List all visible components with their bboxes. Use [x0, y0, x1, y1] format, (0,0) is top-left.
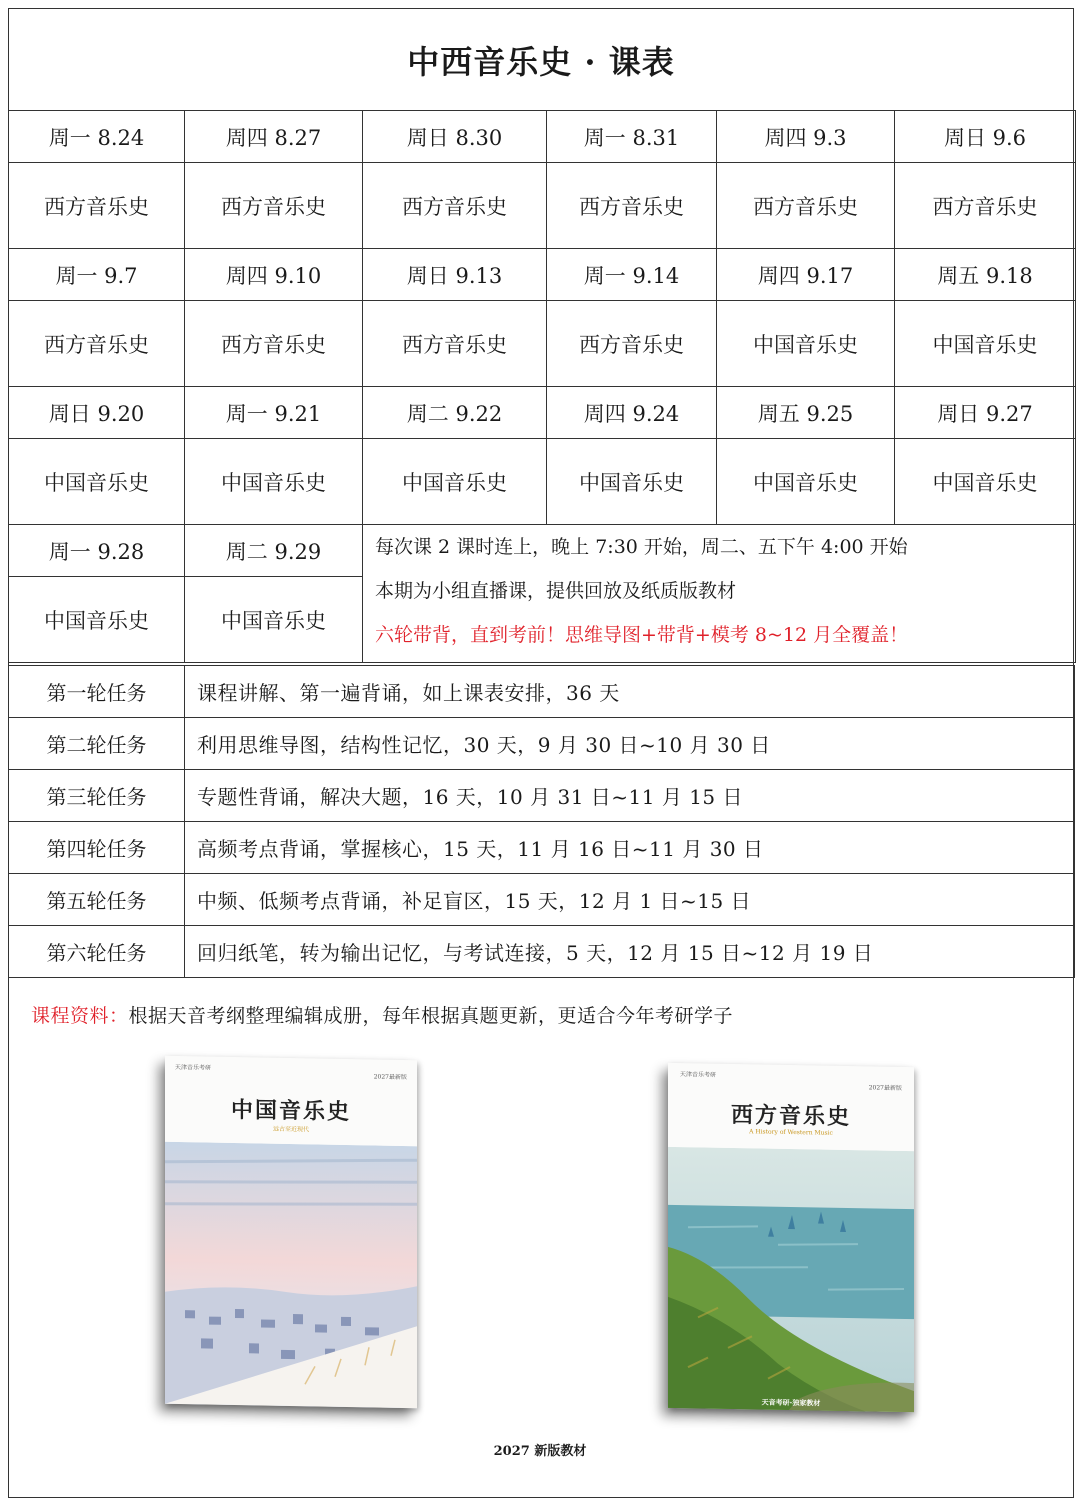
date-cell: 周五 9.18	[895, 249, 1076, 301]
subject-cell: 西方音乐史	[363, 163, 547, 249]
date-cell: 周二 9.29	[185, 525, 363, 577]
snowy-village-painting	[165, 1142, 417, 1408]
book-publisher: 天津音乐考研	[680, 1071, 717, 1079]
date-cell: 周二 9.22	[363, 387, 547, 439]
task-name: 第四轮任务	[9, 822, 185, 874]
task-name: 第二轮任务	[9, 718, 185, 770]
subject-cell: 西方音乐史	[547, 163, 717, 249]
date-row	[9, 525, 1076, 577]
date-cell: 周四 8.27	[185, 111, 363, 163]
date-cell: 周五 9.25	[717, 387, 895, 439]
date-cell: 周日 8.30	[363, 111, 547, 163]
subject-cell: 中国音乐史	[9, 577, 185, 663]
date-row	[9, 249, 1076, 301]
date-cell: 周四 9.3	[717, 111, 895, 163]
task-desc: 利用思维导图，结构性记忆，30 天，9 月 30 日~10 月 30 日	[185, 718, 1075, 770]
task-row	[9, 822, 1075, 874]
book-edition: 2027最新版	[373, 1073, 407, 1082]
date-cell: 周一 9.14	[547, 249, 717, 301]
book-title: 中国音乐史	[230, 1096, 351, 1126]
page-title: 中西音乐史 · 课表	[9, 9, 1073, 111]
book-subtitle: A History of Western Music	[749, 1128, 833, 1137]
task-name: 第三轮任务	[9, 770, 185, 822]
date-cell: 周日 9.27	[895, 387, 1076, 439]
subject-cell: 中国音乐史	[895, 439, 1076, 525]
date-cell: 周一 9.21	[185, 387, 363, 439]
book-cover-western-music-history	[668, 1063, 914, 1412]
subject-cell: 西方音乐史	[185, 301, 363, 387]
subject-row	[9, 301, 1076, 387]
date-cell: 周日 9.6	[895, 111, 1076, 163]
note-highlight: 六轮带背，直到考前！思维导图+带背+模考 8~12 月全覆盖！	[375, 624, 909, 646]
date-cell: 周一 9.28	[9, 525, 185, 577]
book-publisher: 天津音乐考研	[175, 1063, 212, 1072]
note-line: 本期为小组直播课，提供回放及纸质版教材	[375, 580, 737, 602]
task-row	[9, 718, 1075, 770]
subject-cell: 西方音乐史	[363, 301, 547, 387]
task-row	[9, 770, 1075, 822]
date-cell: 周一 9.7	[9, 249, 185, 301]
subject-cell: 西方音乐史	[185, 163, 363, 249]
date-row	[9, 387, 1076, 439]
task-desc: 课程讲解、第一遍背诵，如上课表安排，36 天	[185, 666, 1075, 718]
subject-cell: 中国音乐史	[547, 439, 717, 525]
subject-cell: 中国音乐史	[717, 439, 895, 525]
materials-label: 课程资料：	[31, 1005, 129, 1027]
subject-cell: 中国音乐史	[185, 439, 363, 525]
task-desc: 中频、低频考点背诵，补足盲区，15 天，12 月 1 日~15 日	[185, 874, 1075, 926]
date-cell: 周日 9.13	[363, 249, 547, 301]
task-row	[9, 666, 1075, 718]
book-footer: 天音考研·独家教材	[761, 1398, 821, 1408]
subject-row	[9, 439, 1076, 525]
subject-cell: 西方音乐史	[9, 163, 185, 249]
subject-cell: 西方音乐史	[547, 301, 717, 387]
task-desc: 回归纸笔，转为输出记忆，与考试连接，5 天，12 月 15 日~12 月 19 日	[185, 926, 1075, 978]
book-subtitle: 远古至近现代	[272, 1125, 309, 1134]
book-title: 西方音乐史	[730, 1101, 851, 1131]
materials-note	[31, 1001, 733, 1028]
subject-cell: 中国音乐史	[895, 301, 1076, 387]
task-desc: 专题性背诵，解决大题，16 天，10 月 31 日~11 月 15 日	[185, 770, 1075, 822]
subject-cell: 西方音乐史	[895, 163, 1076, 249]
date-cell: 周一 8.31	[547, 111, 717, 163]
subject-cell: 中国音乐史	[717, 301, 895, 387]
book-edition: 2027最新版	[868, 1084, 902, 1092]
schedule-notes	[363, 525, 1076, 663]
date-cell: 周四 9.10	[185, 249, 363, 301]
schedule-table	[8, 110, 1076, 663]
task-row	[9, 874, 1075, 926]
date-cell: 周一 8.24	[9, 111, 185, 163]
subject-cell: 西方音乐史	[717, 163, 895, 249]
tasks-table	[8, 665, 1075, 978]
seaside-cliff-painting	[668, 1147, 914, 1412]
book-cover-chinese-music-history	[165, 1056, 417, 1408]
date-cell: 周四 9.17	[717, 249, 895, 301]
new-edition-caption: 2027 新版教材	[493, 1444, 587, 1459]
task-row	[9, 926, 1075, 978]
subject-cell: 西方音乐史	[9, 301, 185, 387]
task-desc: 高频考点背诵，掌握核心，15 天，11 月 16 日~11 月 30 日	[185, 822, 1075, 874]
subject-cell: 中国音乐史	[363, 439, 547, 525]
note-line: 每次课 2 课时连上，晚上 7:30 开始，周二、五下午 4:00 开始	[375, 536, 908, 558]
subject-cell: 中国音乐史	[185, 577, 363, 663]
date-cell: 周四 9.24	[547, 387, 717, 439]
subject-row	[9, 163, 1076, 249]
task-name: 第五轮任务	[9, 874, 185, 926]
task-name: 第六轮任务	[9, 926, 185, 978]
task-name: 第一轮任务	[9, 666, 185, 718]
date-row	[9, 111, 1076, 163]
date-cell: 周日 9.20	[9, 387, 185, 439]
materials-text: 根据天音考纲整理编辑成册，每年根据真题更新，更适合今年考研学子	[128, 1005, 734, 1027]
subject-cell: 中国音乐史	[9, 439, 185, 525]
